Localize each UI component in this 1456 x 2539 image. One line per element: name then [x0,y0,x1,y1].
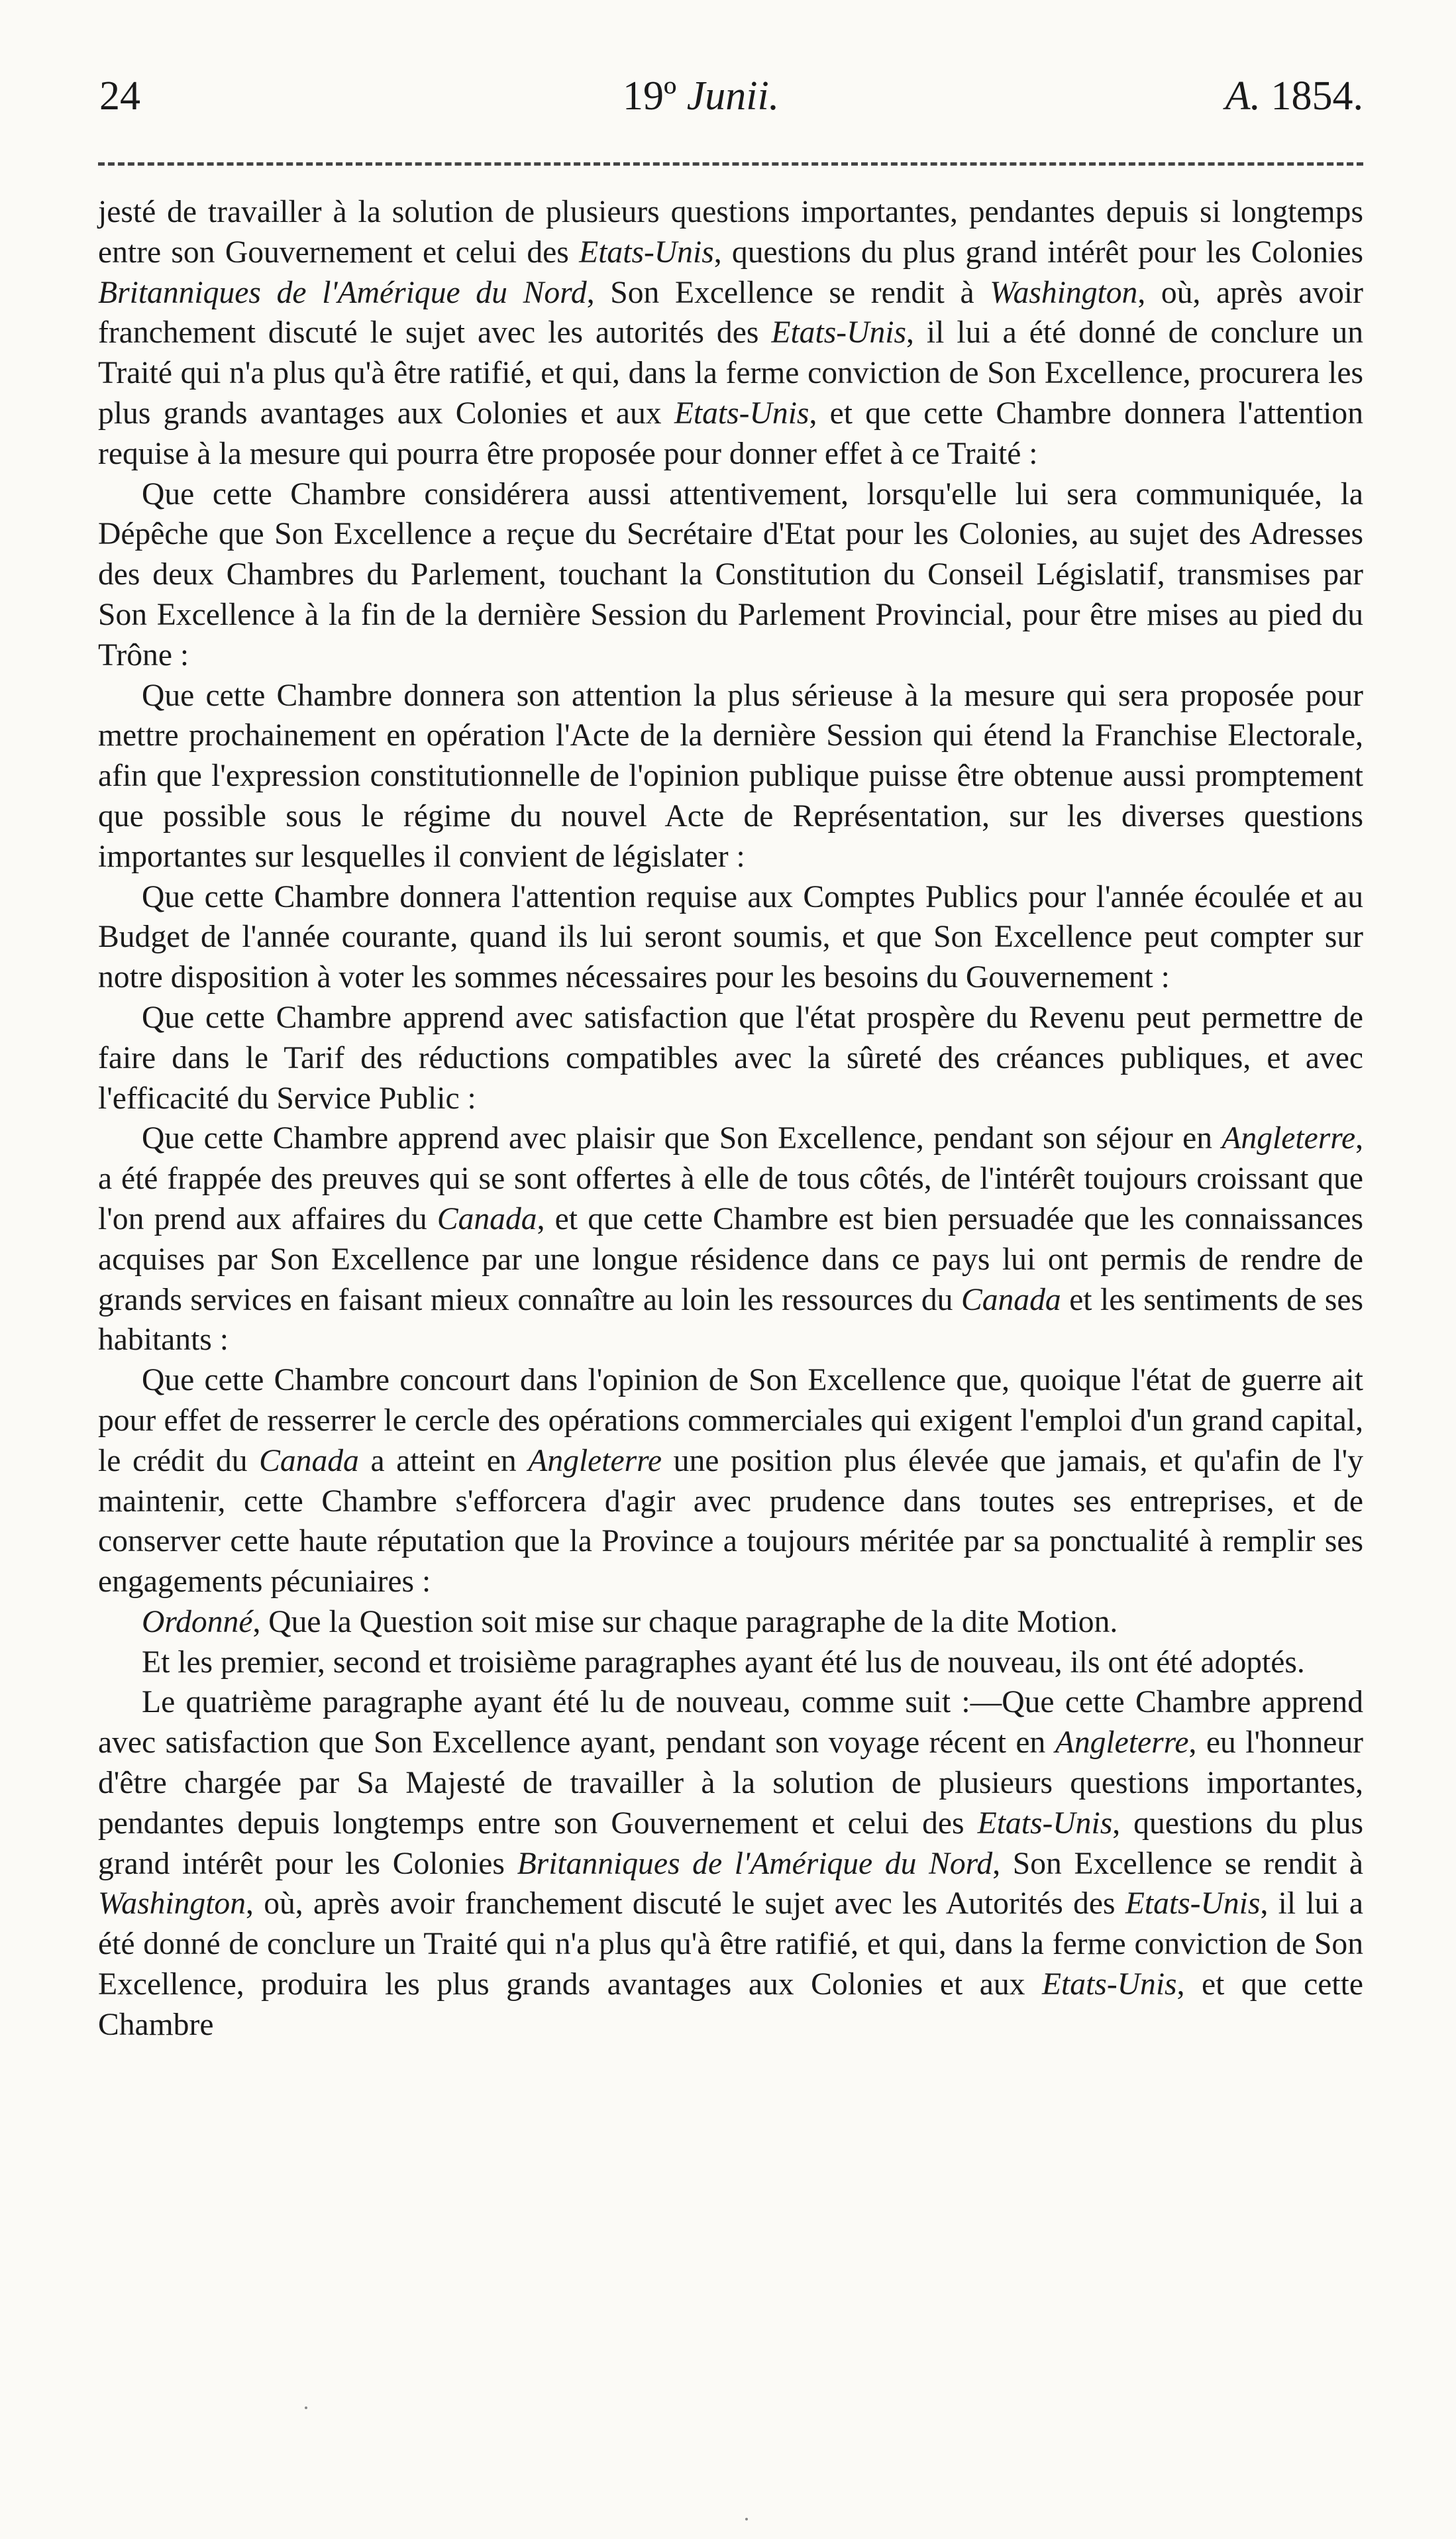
text-run: , eu l'honneur d'être chargée par Sa Majesté de travailler à la solution de plusieurs questions importantes, pendantes depuis longtemps entre son Gouvernement et celui des [98,1725,1363,1841]
italic-text: Etats-Unis [977,1806,1113,1841]
italic-text: Etats-Unis [771,315,906,351]
text-run: Que cette Chambre considérera aussi attentivement, lorsqu'elle lui sera communiquée, la Dépêche que Son Excellence a reçue du Secrétaire d'Etat pour les Colonies, au sujet des Adresses des deux Chambres du Parlement, touchant la Constitution du Conseil Législatif, transmises par Son Excellence à la fin de la dernière Session du Parlement Provincial, pour être mises au pied du Trône : [98,476,1363,673]
italic-text: Canada [961,1282,1061,1317]
header-rule [98,162,1363,166]
text-run: Et les premier, second et troisième paragraphes ayant été lus de nouveau, ils ont été adoptés. [142,1645,1305,1680]
text-run: , où, après avoir franchement discuté le sujet avec les autorités des [98,275,1363,351]
italic-text: Angleterre [1055,1725,1189,1760]
italic-text: Canada [437,1201,537,1236]
running-header [99,66,1363,126]
header-date-day: 19º [623,74,687,119]
italic-text: Etats-Unis [1125,1886,1261,1921]
paper-speck [745,2518,748,2520]
text-run: , a été frappée des preuves qui se sont offertes à elle de tous côtés, de l'intérêt toujours croissant que l'on prend aux affaires du [98,1121,1363,1236]
italic-text: Etats-Unis [579,235,714,270]
text-run: Que cette Chambre concourt dans l'opinion de Son Excellence que, quoique l'état de guerre ait pour effet de resserrer le cercle des opérations commerciales qui exigent l'emploi d'un grand capital, le crédit du [98,1363,1363,1478]
paragraph [98,877,1363,998]
text-run: jesté de travailler à la solution de plusieurs questions importantes, pendantes depuis si longtemps entre son Gouvernement et celui des [98,195,1363,270]
text-run: a atteint en [358,1443,529,1478]
italic-text: Washington [990,275,1138,310]
text-run: une position plus élevée que jamais, et qu'afin de l'y maintenir, cette Chambre s'efforcera d'agir avec prudence dans toutes ses entreprises, et de conserver cette haute réputation que la Province a toujours méritée par sa ponctualité à remplir ses engagements pécuniaires : [98,1443,1364,1599]
header-year-value: 1854. [1261,74,1363,119]
italic-text: Washington [98,1886,246,1921]
italic-text: Britanniques de l'Amérique du Nord [98,275,587,310]
text-run: , et que cette Chambre [98,1967,1363,2042]
italic-text: Ordonné [142,1604,253,1639]
body-text [98,192,1363,2045]
text-run: , il lui a été donné de conclure un Traité qui n'a plus qu'à être ratifié, et qui, dans la ferme conviction de Son Excellence, produira les plus grands avantages aux Colonies et aux [98,1886,1363,2002]
text-run: , Que la Question soit mise sur chaque paragraphe de la dite Motion. [252,1604,1118,1639]
paragraph [98,1360,1363,1602]
page-number: 24 [99,74,140,119]
text-run: Que cette Chambre donnera l'attention requise aux Comptes Publics pour l'année écoulée et au Budget de l'année courante, quand ils lui seront soumis, et que Son Excellence peut compter sur notre disposition à voter les sommes nécessaires pour les besoins du Gouvernement : [98,879,1363,995]
italic-text: Etats-Unis [1041,1967,1177,2002]
italic-text: Canada [259,1443,359,1478]
header-date [623,66,779,126]
text-run: , Son Excellence se rendit à [586,275,990,310]
text-run: , et que cette Chambre est bien persuadée que les connaissances acquises par Son Excellence par une longue résidence dans ce pays lui ont permis de rendre de grands services en faisant mieux connaître au loin les ressources du [98,1201,1363,1317]
text-run: Que cette Chambre apprend avec satisfaction que l'état prospère du Revenu peut permettre de faire dans le Tarif des réductions compatibles avec la sûreté des créances publiques, et avec l'efficacité du Service Public : [98,1000,1363,1116]
header-year [1225,66,1363,126]
text-run: , questions du plus grand intérêt pour les Colonies [713,235,1363,270]
paragraph [98,192,1363,474]
italic-text: Angleterre [1222,1121,1356,1156]
text-run: , et que cette Chambre donnera l'attention requise à la mesure qui pourra être proposée pour donner effet à ce Traité : [98,396,1363,471]
paragraph [98,1682,1363,2045]
italic-text: Angleterre [528,1443,662,1478]
paragraph [98,676,1363,877]
text-run: Que cette Chambre donnera son attention la plus sérieuse à la mesure qui sera proposée pour mettre prochainement en opération l'Acte de la dernière Session qui étend la Franchise Electorale, afin que l'expression constitutionnelle de l'opinion publique puisse être obtenue aussi promptement que possible sous le régime du nouvel Acte de Représentation, sur les diverses questions importantes sur lesquelles il convient de législater : [98,678,1363,874]
paragraph [98,1643,1363,1683]
text-run: et les sentiments de ses habitants : [98,1282,1364,1358]
header-date-month: Junii. [686,74,780,119]
paper-speck [305,2406,307,2409]
paragraph [98,474,1363,676]
text-run: , questions du plus grand intérêt pour les Colonies [98,1806,1364,1881]
text-run: Le quatrième paragraphe ayant été lu de nouveau, comme suit :—Que cette Chambre apprend avec satisfaction que Son Excellence ayant, pendant son voyage récent en [98,1685,1363,1760]
italic-text: Etats-Unis [674,396,809,431]
paragraph [98,1118,1363,1360]
italic-text: Britanniques de l'Amérique du Nord [517,1846,993,1881]
paragraph [98,1602,1363,1643]
header-year-prefix: A. [1225,74,1261,119]
paragraph [98,998,1363,1118]
text-run: , Son Excellence se rendit à [992,1846,1363,1881]
text-run: Que cette Chambre apprend avec plaisir que Son Excellence, pendant son séjour en [142,1121,1222,1156]
text-run: , où, après avoir franchement discuté le sujet avec les Autorités des [246,1886,1125,1921]
text-run: , il lui a été donné de conclure un Traité qui n'a plus qu'à être ratifié, et qui, dans la ferme conviction de Son Excellence, procurera les plus grands avantages aux Colonies et aux [98,315,1363,431]
